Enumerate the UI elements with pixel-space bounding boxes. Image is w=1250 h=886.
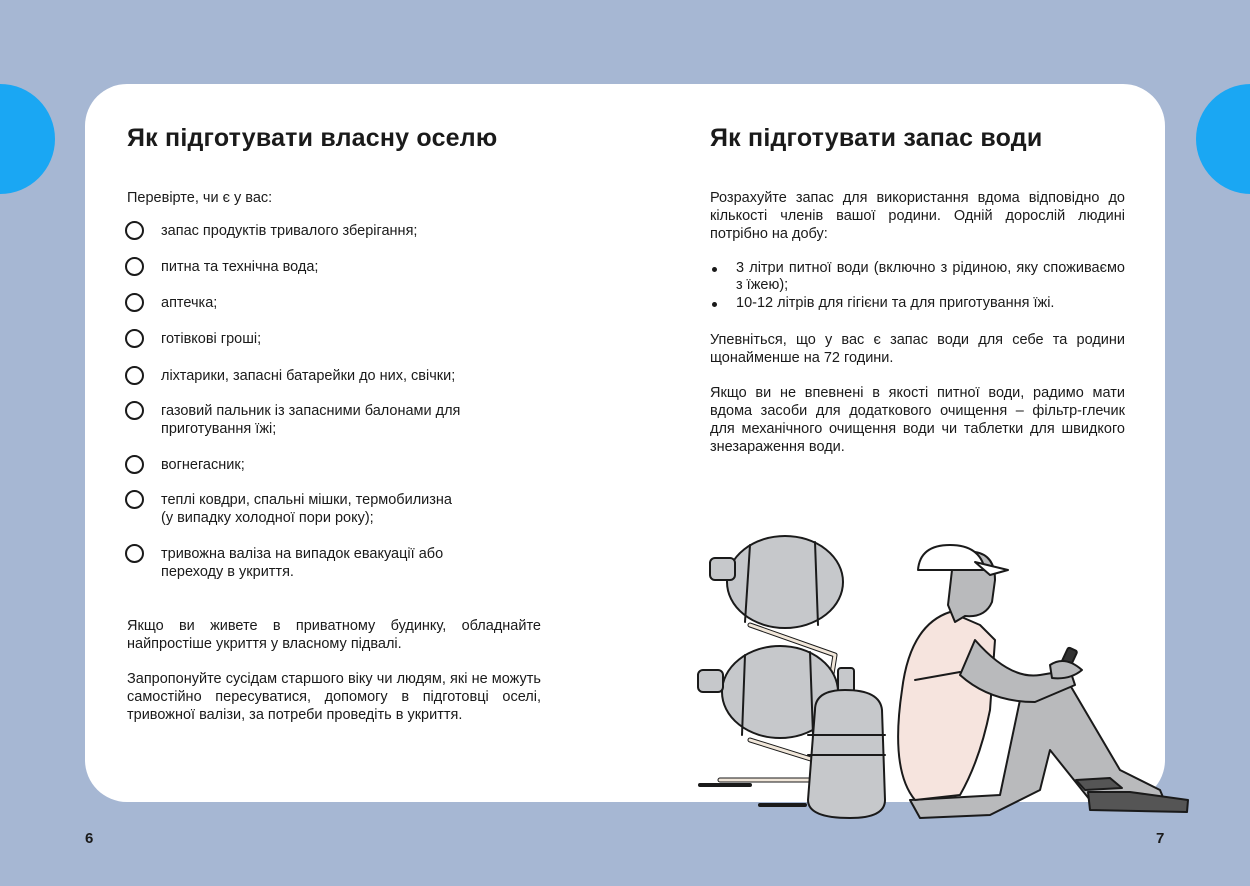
right-intro: Розрахуйте запас для використання вдома відповідно до кількості членів вашої родини. Одній дорослій людині потрібно на добу:	[710, 190, 1125, 242]
checklist-intro: Перевірте, чи є у вас:	[127, 190, 273, 206]
checklist-item-line: тривожна валіза на випадок евакуації або	[161, 546, 444, 562]
checkbox-circle-icon[interactable]	[125, 490, 144, 509]
checkbox-circle-icon[interactable]	[125, 221, 144, 240]
checklist-item-line: (у випадку холодної пори року);	[161, 510, 374, 526]
checklist-item-label	[161, 545, 541, 581]
checkbox-circle-icon[interactable]	[125, 293, 144, 312]
checklist-item-line: теплі ковдри, спальні мішки, термобилизна	[161, 492, 452, 508]
checklist-item-line: готівкові гроші;	[161, 331, 262, 347]
right-page-title: Як підготувати запас води	[710, 124, 1043, 152]
bullet-item: 3 літри питної води (включно з рідиною, яку споживаємо з їжею);	[710, 260, 1125, 294]
checklist-item-line: ліхтарики, запасні батарейки до них, свічки;	[161, 368, 456, 384]
left-page-title: Як підготувати власну оселю	[127, 124, 498, 152]
decorative-circle-right	[1196, 84, 1250, 194]
checklist-item-label	[161, 222, 541, 240]
checklist-item-line: запас продуктів тривалого зберігання;	[161, 223, 418, 239]
page-number-right: 7	[1156, 830, 1165, 847]
checklist-item-line: питна та технічна вода;	[161, 259, 319, 275]
checklist-item-label	[161, 491, 541, 527]
man-with-water-bottles-illustration	[690, 530, 1200, 830]
checklist-item-label	[161, 367, 541, 385]
right-paragraph-2: Якщо ви не впевнені в якості питної води, радимо мати вдома засоби для додаткового очищення – фільтр-глечик для механічного очищення води чи таблетки для швидкого знезараження води.	[710, 385, 1125, 455]
checkbox-circle-icon[interactable]	[125, 455, 144, 474]
left-paragraph-2: Запропонуйте сусідам старшого віку чи людям, які не можуть самостійно пересуватися, допомогу в підготовці оселі, тривожної валізи, за потреби проведіть в укриття.	[127, 671, 541, 723]
checkbox-circle-icon[interactable]	[125, 329, 144, 348]
checklist-item-label	[161, 402, 541, 438]
checkbox-circle-icon[interactable]	[125, 257, 144, 276]
checklist-item-label	[161, 456, 541, 474]
checklist-item-label	[161, 294, 541, 312]
page-number-left: 6	[85, 830, 94, 847]
right-paragraph-1: Упевніться, що у вас є запас води для себе та родини щонайменше на 72 години.	[710, 332, 1125, 366]
left-paragraph-1: Якщо ви живете в приватному будинку, обладнайте найпростіше укриття у власному підвалі.	[127, 618, 541, 652]
checklist-item-line: вогнегасник;	[161, 457, 245, 473]
checkbox-circle-icon[interactable]	[125, 401, 144, 420]
water-needs-list	[710, 260, 1125, 313]
checkbox-circle-icon[interactable]	[125, 366, 144, 385]
checklist-item-label	[161, 258, 541, 276]
checklist-item-label	[161, 330, 541, 348]
bullet-item: 10-12 літрів для гігієни та для приготування їжі.	[710, 295, 1125, 312]
checklist-item-line: газовий пальник із запасними балонами для	[161, 403, 461, 419]
checkbox-circle-icon[interactable]	[125, 544, 144, 563]
decorative-circle-left	[0, 84, 55, 194]
checklist-item-line: аптечка;	[161, 295, 218, 311]
checklist-item-line: переходу в укриття.	[161, 564, 294, 580]
checklist-item-line: приготування їжі;	[161, 421, 277, 437]
